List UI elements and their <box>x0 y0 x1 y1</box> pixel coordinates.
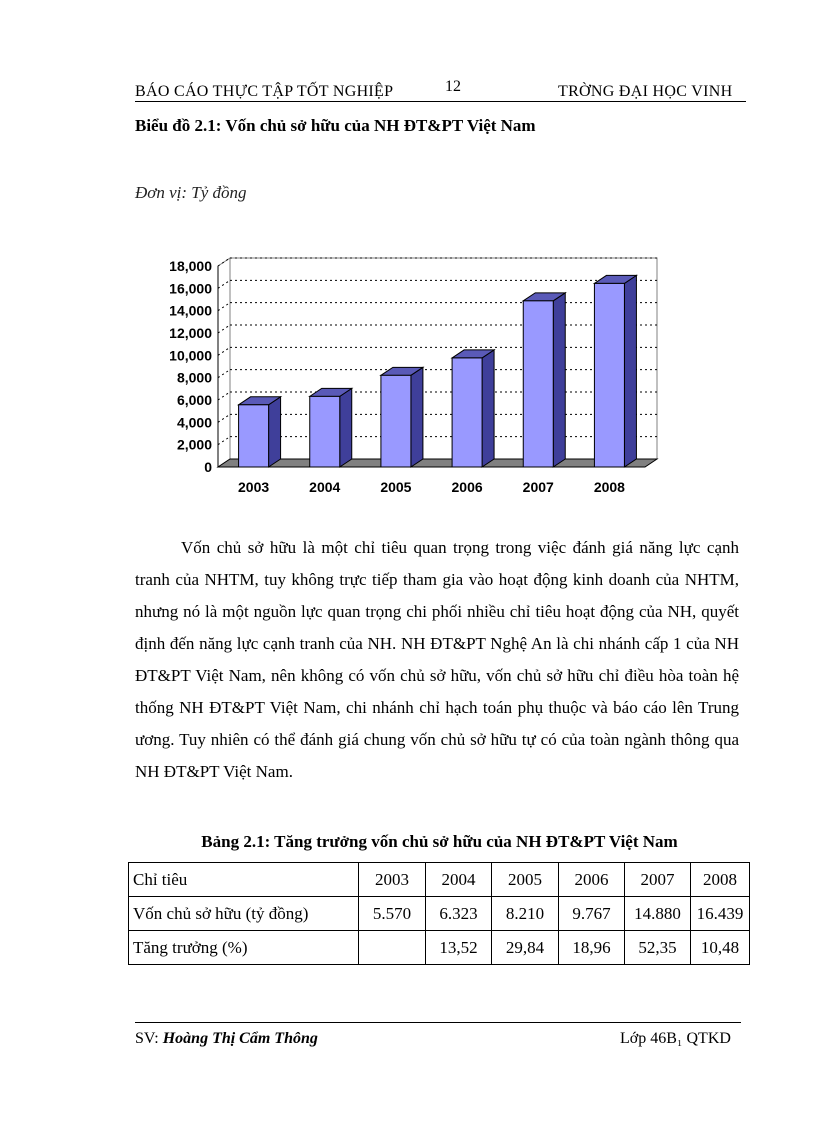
y-tick-label: 16,000 <box>169 280 212 297</box>
y-tick-label: 0 <box>204 459 212 475</box>
table-cell: 2007 <box>625 863 691 897</box>
growth-table <box>128 862 750 965</box>
header-rule <box>135 101 746 102</box>
table-cell: Vốn chủ sở hữu (tỷ đồng) <box>129 897 359 931</box>
table-cell: Chỉ tiêu <box>129 863 359 897</box>
header-right: TRỜNG ĐẠI HỌC VINH <box>558 83 733 100</box>
bar <box>452 358 482 467</box>
figure-title: Biểu đồ 2.1: Vốn chủ sở hữu của NH ĐT&PT Việt Nam <box>135 116 536 135</box>
table-header-row <box>129 863 750 897</box>
bar <box>594 283 624 467</box>
table-cell: 16.439 <box>691 897 750 931</box>
table-row <box>129 897 750 931</box>
plot-back-wall <box>230 258 657 459</box>
table-title: Bảng 2.1: Tăng trưởng vốn chủ sở hữu của NH ĐT&PT Việt Nam <box>201 832 678 851</box>
y-tick-label: 18,000 <box>169 258 212 274</box>
table-cell: 52,35 <box>625 931 691 965</box>
table-cell <box>359 931 426 965</box>
table-cell: 10,48 <box>691 931 750 965</box>
bar <box>523 301 553 467</box>
bar-side <box>553 293 565 467</box>
bar-side <box>482 350 494 467</box>
bar <box>239 405 269 467</box>
table-cell: 8.210 <box>492 897 559 931</box>
x-tick-label: 2008 <box>593 479 625 495</box>
footer-student-name: Hoàng Thị Cẩm Thông <box>162 1030 318 1047</box>
table-cell: 6.323 <box>426 897 492 931</box>
x-tick-label: 2005 <box>380 479 412 495</box>
table-cell: 2008 <box>691 863 750 897</box>
footer-student-prefix: SV: <box>135 1030 159 1047</box>
x-tick-label: 2006 <box>451 479 483 495</box>
y-tick-label: 2,000 <box>176 436 212 453</box>
table-cell: Tăng trưởng (%) <box>129 931 359 965</box>
footer-student <box>135 1030 318 1048</box>
bar-chart <box>150 228 670 503</box>
table-row <box>129 931 750 965</box>
plot-side-wall <box>218 258 230 467</box>
table-cell: 29,84 <box>492 931 559 965</box>
y-tick-label: 4,000 <box>176 414 212 431</box>
x-tick-label: 2007 <box>522 479 554 495</box>
unit-label: Đơn vị: Tỷ đồng <box>135 183 247 202</box>
y-tick-label: 8,000 <box>176 369 212 386</box>
table-cell: 2003 <box>359 863 426 897</box>
y-tick-label: 6,000 <box>176 392 212 408</box>
footer-class: Lớp 46B₁ QTKD <box>620 1030 731 1047</box>
table-cell: 2004 <box>426 863 492 897</box>
table-cell: 18,96 <box>559 931 625 965</box>
plot-floor <box>218 459 657 467</box>
y-tick-label: 12,000 <box>169 325 212 341</box>
table-cell: 9.767 <box>559 897 625 931</box>
bar <box>381 375 411 467</box>
footer-rule <box>135 1022 741 1023</box>
bar-side <box>624 275 636 467</box>
table-cell: 13,52 <box>426 931 492 965</box>
x-tick-label: 2004 <box>309 479 341 495</box>
y-tick-label: 14,000 <box>169 302 212 319</box>
table-cell: 5.570 <box>359 897 426 931</box>
bar-side <box>411 367 423 467</box>
table-cell: 14.880 <box>625 897 691 931</box>
y-tick-label: 10,000 <box>169 347 212 364</box>
bar-side <box>340 388 352 467</box>
header-left: BÁO CÁO THỰC TẬP TỐT NGHIỆP <box>135 83 394 100</box>
bar-side <box>269 397 281 467</box>
table-cell: 2005 <box>492 863 559 897</box>
x-tick-label: 2003 <box>238 479 270 495</box>
table-cell: 2006 <box>559 863 625 897</box>
body-paragraph: Vốn chủ sở hữu là một chỉ tiêu quan trọng trong việc đánh giá năng lực cạnh tranh của NHTM, tuy không trực tiếp tham gia vào hoạt động kinh doanh của NHTM, nhưng nó là một nguồn lực quan trọng chi phối nhiều chỉ tiêu hoạt động của NH, quyết định đến năng lực cạnh tranh của NH. NH ĐT&PT Nghệ An là chi nhánh cấp 1 của NH ĐT&PT Việt Nam, nên không có vốn chủ sở hữu, vốn chủ sở hữu chỉ điều hòa toàn hệ thống NH ĐT&PT Việt Nam, chi nhánh chỉ hạch toán phụ thuộc và báo cáo lên Trung ương. Tuy nhiên có thể đánh giá chung vốn chủ sở hữu tự có của toàn ngành thông qua NH ĐT&PT Việt Nam. <box>135 538 739 781</box>
page-number: 12 <box>445 78 461 95</box>
bar <box>310 396 340 467</box>
